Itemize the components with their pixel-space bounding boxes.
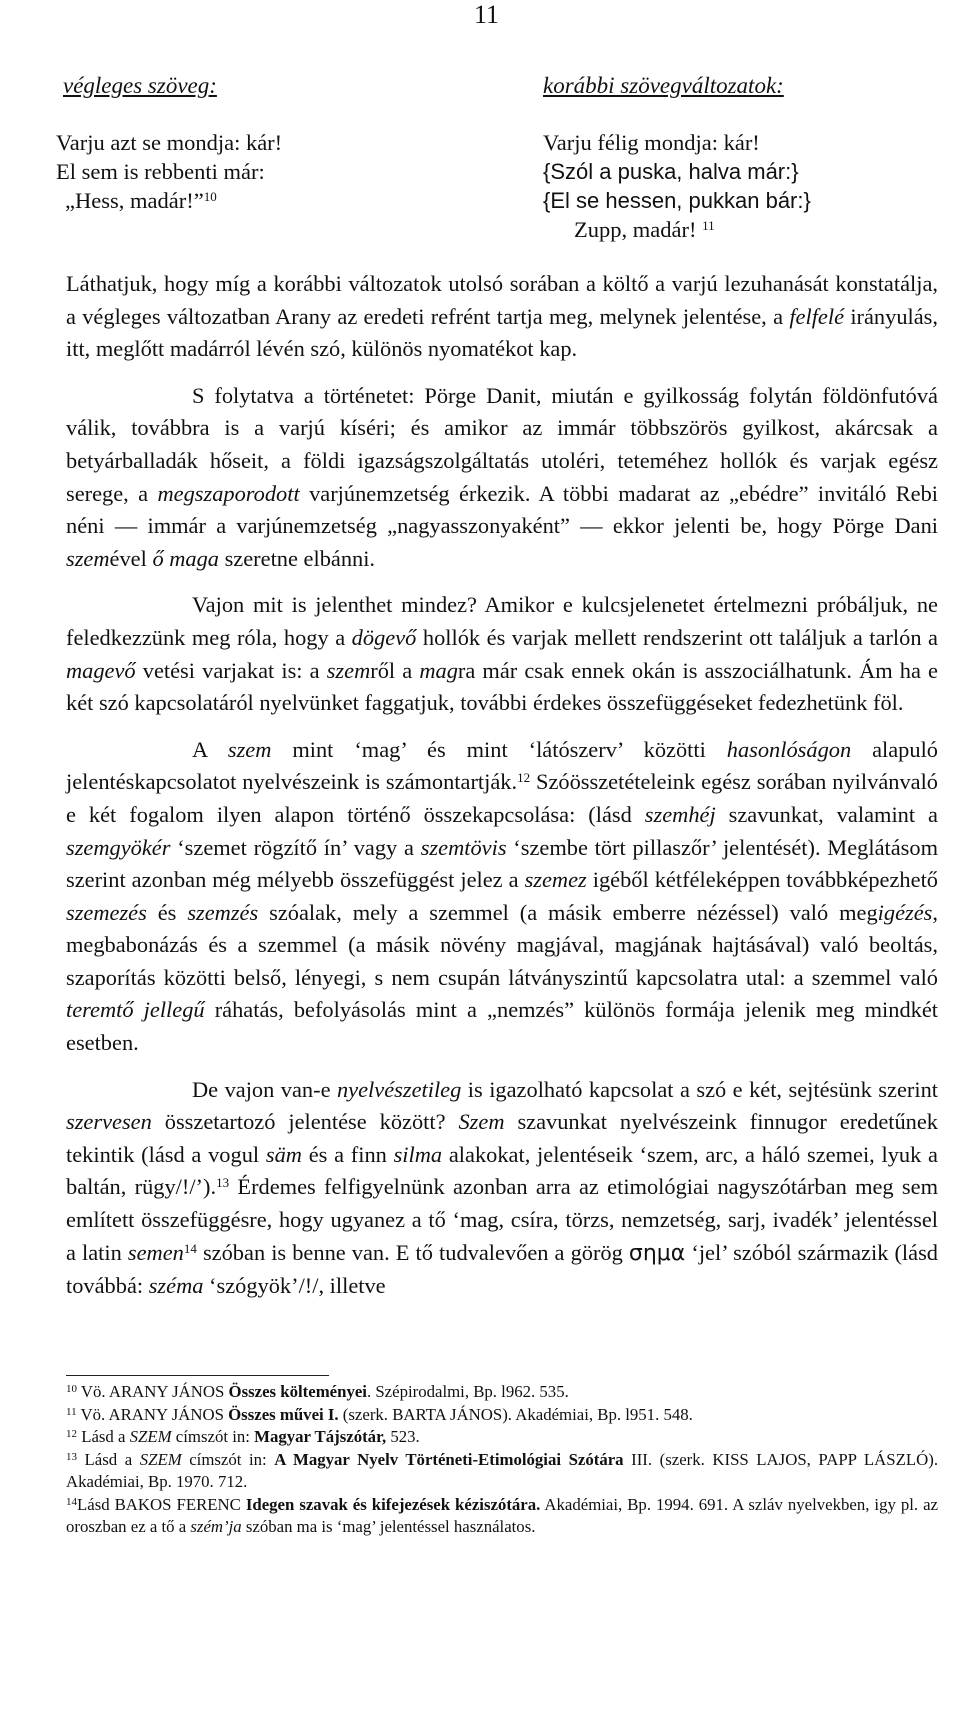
- page-number: 11: [474, 0, 500, 29]
- footnote-13: $^{13}$ Lásd a SZEM címszót in: A Magyar Nyelv Történeti-Etimológiai Szótára III. (szerk. KISS LAJOS, PAPP LÁSZLÓ). Akadémiai, Bp. 1970. 712.: [66, 1449, 939, 1491]
- footnote-divider: [66, 1375, 329, 1376]
- footnotes: [66, 1381, 938, 1539]
- paragraph-5: De vajon van-e nyelvészetileg is igazolható kapcsolat a szó e két, sejtésünk szerint szervesen összetartozó jelentése között? Szem szavunkat nyelvészeink finnugor eredetűnek tekintik (lásd a vogul säm és a finn silma alakokat, jelentéseik ‘szem, arc, a háló szemei, lyuk a baltán, rügy/!/’).$^{13}$ Érdemes felfigyelnünk azonban arra az etimológiai nagyszótárban meg sem említett összefüggésre, hogy ugyanez a tő ‘mag, csíra, törzs, nemzetség, sarj, ivadék’ jelentéssel a latin semen$^{14}$ szóban is benne van. E tő tudvalevően a görög σημα ‘jel’ szóból származik (lásd továbbá: széma ‘szógyök’/!/, illetve: [66, 1076, 939, 1299]
- paragraph-3: Vajon mit is jelenthet mindez? Amikor e kulcsjelenetet értelmezni próbáljuk, ne feledkezzünk meg róla, hogy a dögevő hollók és varjak mellett rendszerint ott találjuk a tarlón a magevő vetési varjakat is: a szemről a magra már csak ennek okán is asszociálhatunk. Ám ha e két szó kapcsolatáról nyelvünket faggatjuk, további érdekes összefüggéseket fedezhetünk föl.: [66, 592, 938, 716]
- poem-line: Varju félig mondja: kár!: [543, 130, 760, 155]
- footnote-ref: 14: [183, 1240, 197, 1256]
- left-column-heading: végleges szöveg:: [63, 73, 217, 98]
- body-text: [66, 268, 938, 1303]
- poem-line: Varju azt se mondja: kár!: [56, 130, 283, 155]
- footnote-ref: 11: [702, 218, 715, 233]
- poem-line: {El se hessen, pukkan bár:}: [543, 188, 811, 213]
- final-version-poem: [56, 128, 282, 215]
- poem-line: {Szól a puska, halva már:}: [543, 159, 799, 184]
- paragraph-2: S folytatva a történetet: Pörge Danit, miután e gyilkosság folytán földönfutóvá válik, továbbra is a varjú kíséri; és amikor az immár többszörös gyilkost, akárcsak a betyárballadák hőseit, a földi igazságszolgáltatás utoléri, teteméhez hollók és varjak egész serege, a megszaporodott varjúnemzetség érkezik. A többi madarat az „ebédre” invitáló Rebi néni — immár a varjúnemzetség „nagyasszonyaként” — ekkor jelenti be, hogy Pörge Dani szemével ő maga szeretne elbánni.: [66, 382, 938, 571]
- poem-line: „Hess, madár!”$^{10}$: [65, 188, 217, 213]
- right-column-heading: korábbi szövegváltozatok:: [543, 73, 784, 98]
- paragraph-1: Láthatjuk, hogy míg a korábbi változatok utolsó sorában a költő a varjú lezuhanását konstatálja, a végleges változatban Arany az eredeti refrént tartja meg, melynek jelentése, a felfelé irányulás, itt, meglőtt madárról lévén szó, különös nyomatékot kap.: [66, 271, 938, 362]
- earlier-version-poem: [543, 128, 811, 244]
- poem-line: El sem is rebbenti már:: [56, 159, 265, 184]
- footnote-12: $^{12}$ Lásd a SZEM címszót in: Magyar Tájszótár, 523.: [66, 1427, 420, 1446]
- footnote-11: $^{11}$ Vö. ARANY JÁNOS Összes művei I. (szerk. BARTA JÁNOS). Akadémiai, Bp. l951. 548.: [66, 1404, 693, 1424]
- footnote-14: $^{14}$Lásd BAKOS FERENC Idegen szavak és kifejezések kéziszótára. Akadémiai, Bp. 1994. 691. A szláv nyelvekben, igy pl. az oroszban ez a tő a szém’ja szóban ma is ‘mag’ jelentéssel használatos.: [66, 1494, 938, 1536]
- footnote-10: $^{10}$ Vö. ARANY JÁNOS Összes költeményei. Szépirodalmi, Bp. l962. 535.: [66, 1382, 569, 1401]
- footnote-ref: 13: [216, 1175, 230, 1191]
- footnote-ref: 10: [203, 189, 217, 204]
- poem-line: Zupp, madár! $^{11}$: [574, 217, 715, 242]
- greek-word: σημα: [628, 1240, 686, 1266]
- footnote-ref: 12: [517, 770, 531, 786]
- paragraph-4: A szem mint ‘mag’ és mint ‘látószerv’ közötti hasonlóságon alapuló jelentéskapcsolatot nyelvészeink is számontartják.$^{12}$ Szóösszetételeink egész sorában nyilvánvaló e két fogalom ilyen alapon történő összekapcsolása: (lásd szemhéj szavunkat, valamint a szemgyökér ‘szemet rögzítő ín’ vagy a szemtövis ‘szembe tört pillaszőr’ jelentését). Meglátásom szerint azonban még mélyebb összefüggést jelez a szemez igéből kétféleképpen továbbképezhető szemezés és szemzés szóalak, mely a szemmel (a másik emberre nézéssel) való megigézés, megbabonázás és a szemmel (a másik növény magjával, magjának hajtásával) való beoltás, szaporítás közötti belső, lényegi, s nem csupán látványszintű kapcsolatra utal: a szemmel való teremtő jellegű ráhatás, befolyásolás mint a „nemzés” különös formája jelenik meg mindkét esetben.: [66, 736, 939, 1056]
